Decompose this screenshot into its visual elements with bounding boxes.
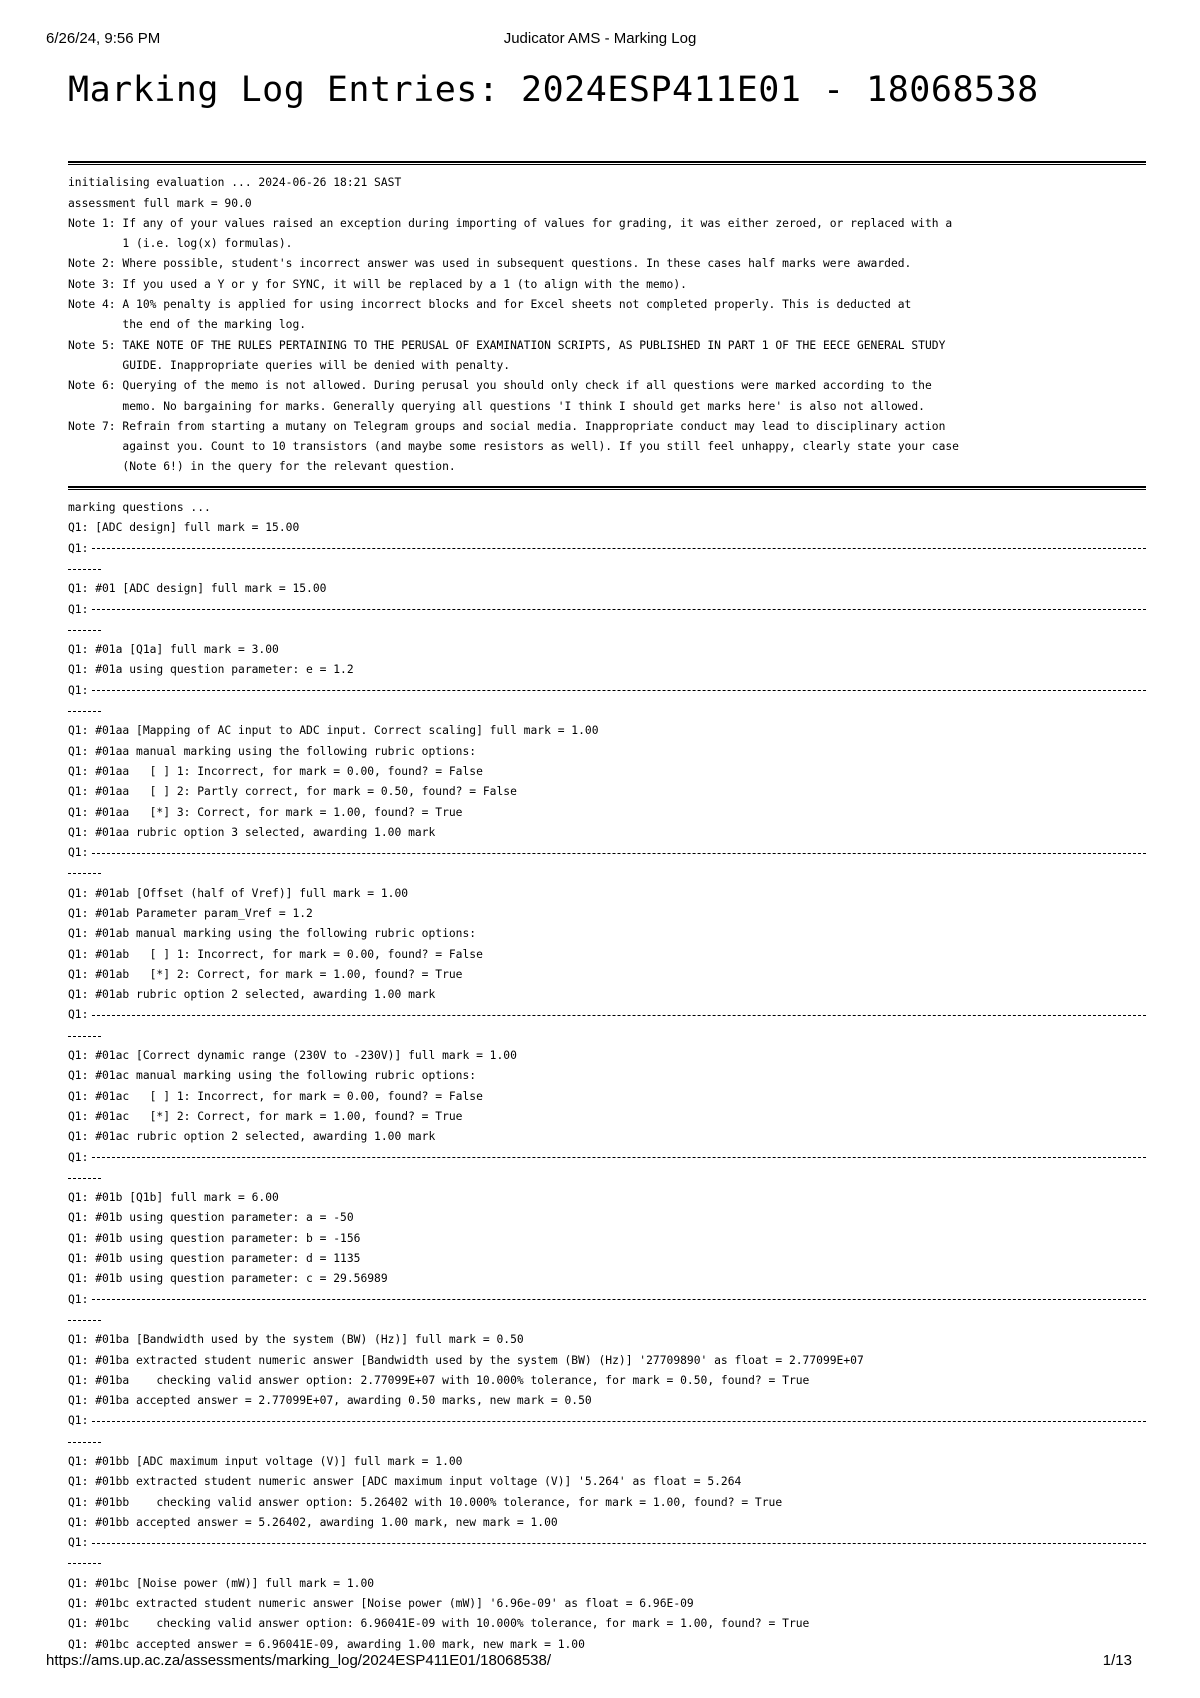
log-line: Q1: #01aa [Mapping of AC input to ADC input. Correct scaling] full mark = 1.00 xyxy=(68,724,599,738)
log-dash-wrap xyxy=(68,1553,1146,1573)
log-line: Q1: #01ac [*] 2: Correct, for mark = 1.00, found? = True xyxy=(68,1109,463,1123)
separator-rule xyxy=(68,153,1146,173)
log-line: Q1: #01ab [*] 2: Correct, for mark = 1.00, found? = True xyxy=(68,967,463,981)
log-line: Note 2: Where possible, student's incorrect answer was used in subsequent questions. In these cases half marks were awarded. xyxy=(68,257,912,271)
log-line: Note 6: Querying of the memo is not allowed. During perusal you should only check if all questions were marked according to the xyxy=(68,379,932,393)
log-dash-wrap xyxy=(68,1168,1146,1188)
log-dash-separator xyxy=(68,1533,1146,1553)
log-line: Note 4: A 10% penalty is applied for using incorrect blocks and for Excel sheets not completed properly. This is deducted at xyxy=(68,298,912,312)
log-line: Q1: [ADC design] full mark = 15.00 xyxy=(68,521,300,535)
log-line: Q1: #01ab Parameter param_Vref = 1.2 xyxy=(68,906,313,920)
log-dash-prefix: Q1: xyxy=(68,1536,89,1550)
log-dash-separator xyxy=(68,843,1146,863)
log-line: Q1: #01 [ADC design] full mark = 15.00 xyxy=(68,582,327,596)
log-line: Q1: #01aa rubric option 3 selected, awarding 1.00 mark xyxy=(68,825,436,839)
log-line: Q1: #01b using question parameter: b = -156 xyxy=(68,1231,361,1245)
log-line: against you. Count to 10 transistors (and maybe some resistors as well). If you still feel unhappy, clearly state your case xyxy=(68,440,959,454)
log-line: Q1: #01aa manual marking using the following rubric options: xyxy=(68,744,477,758)
log-line: Note 3: If you used a Y or y for SYNC, it will be replaced by a 1 (to align with the memo). xyxy=(68,277,687,291)
log-dash-prefix: Q1: xyxy=(68,1292,89,1306)
log-line: Q1: #01b using question parameter: d = 1135 xyxy=(68,1252,361,1266)
log-dash-separator xyxy=(68,1005,1146,1025)
log-line: Note 7: Refrain from starting a mutany on Telegram groups and social media. Inappropriate conduct may lead to disciplinary action xyxy=(68,419,946,433)
log-line: Q1: #01aa [ ] 2: Partly correct, for mark = 0.50, found? = False xyxy=(68,785,517,799)
log-line: Q1: #01ba [Bandwidth used by the system (BW) (Hz)] full mark = 0.50 xyxy=(68,1333,524,1347)
marking-log xyxy=(68,153,1146,1655)
page-heading: Marking Log Entries: 2024ESP411E01 - 18068538 xyxy=(68,70,1039,110)
log-dash-separator xyxy=(68,1290,1146,1310)
log-line: marking questions ... xyxy=(68,501,211,515)
log-line: Q1: #01ba accepted answer = 2.77099E+07, awarding 0.50 marks, new mark = 0.50 xyxy=(68,1394,592,1408)
log-line: Q1: #01ab [Offset (half of Vref)] full mark = 1.00 xyxy=(68,886,409,900)
log-dash-wrap xyxy=(68,1026,1146,1046)
log-line: Q1: #01ac rubric option 2 selected, awarding 1.00 mark xyxy=(68,1130,436,1144)
log-line: Q1: #01a using question parameter: e = 1.2 xyxy=(68,663,354,677)
log-line: Q1: #01aa [ ] 1: Incorrect, for mark = 0.00, found? = False xyxy=(68,764,483,778)
log-dash-prefix: Q1: xyxy=(68,1008,89,1022)
log-line: assessment full mark = 90.0 xyxy=(68,196,252,210)
log-line: memo. No bargaining for marks. Generally querying all questions 'I think I should get marks here' is also not allowed. xyxy=(68,399,925,413)
log-dash-wrap xyxy=(68,1432,1146,1452)
log-line: Q1: #01ab manual marking using the following rubric options: xyxy=(68,927,477,941)
log-dash-wrap xyxy=(68,863,1146,883)
log-line: Q1: #01b using question parameter: a = -50 xyxy=(68,1211,354,1225)
log-line: Q1: #01bb extracted student numeric answer [ADC maximum input voltage (V)] '5.264' as float = 5.264 xyxy=(68,1475,742,1489)
log-dash-prefix: Q1: xyxy=(68,602,89,616)
log-line: GUIDE. Inappropriate queries will be denied with penalty. xyxy=(68,358,511,372)
log-dash-separator xyxy=(68,1411,1146,1431)
log-dash-separator xyxy=(68,1148,1146,1168)
print-page-number: 1/13 xyxy=(1102,1652,1132,1669)
log-line: Q1: #01ab rubric option 2 selected, awarding 1.00 mark xyxy=(68,988,436,1002)
print-page-title: Judicator AMS - Marking Log xyxy=(503,30,697,47)
log-line: initialising evaluation ... 2024-06-26 18:21 SAST xyxy=(68,176,402,190)
log-dash-separator xyxy=(68,539,1146,559)
log-line: Note 1: If any of your values raised an exception during importing of values for grading, it was either zeroed, or replaced with a xyxy=(68,216,953,230)
log-dash-prefix: Q1: xyxy=(68,541,89,555)
log-line: Q1: #01b [Q1b] full mark = 6.00 xyxy=(68,1191,279,1205)
log-line: 1 (i.e. log(x) formulas). xyxy=(68,237,293,251)
log-line: Q1: #01ac [Correct dynamic range (230V to -230V)] full mark = 1.00 xyxy=(68,1049,517,1063)
separator-rule xyxy=(68,478,1146,498)
log-line: Q1: #01bc accepted answer = 6.96041E-09, awarding 1.00 mark, new mark = 1.00 xyxy=(68,1637,585,1651)
log-line: Q1: #01bb checking valid answer option: 5.26402 with 10.000% tolerance, for mark = 1.00, found? = True xyxy=(68,1495,783,1509)
log-line: Q1: #01ab [ ] 1: Incorrect, for mark = 0.00, found? = False xyxy=(68,947,483,961)
log-dash-wrap xyxy=(68,559,1146,579)
log-line: (Note 6!) in the query for the relevant question. xyxy=(68,460,456,474)
log-dash-prefix: Q1: xyxy=(68,683,89,697)
log-dash-prefix: Q1: xyxy=(68,1150,89,1164)
log-line: Q1: #01a [Q1a] full mark = 3.00 xyxy=(68,643,279,657)
log-dash-wrap xyxy=(68,620,1146,640)
log-dash-prefix: Q1: xyxy=(68,1414,89,1428)
log-line: Q1: #01ac [ ] 1: Incorrect, for mark = 0.00, found? = False xyxy=(68,1089,483,1103)
log-line: Q1: #01aa [*] 3: Correct, for mark = 1.00, found? = True xyxy=(68,805,463,819)
log-line: the end of the marking log. xyxy=(68,318,307,332)
log-line: Q1: #01bb [ADC maximum input voltage (V)] full mark = 1.00 xyxy=(68,1455,463,1468)
log-line: Q1: #01b using question parameter: c = 29.56989 xyxy=(68,1272,388,1286)
log-line: Q1: #01bc extracted student numeric answer [Noise power (mW)] '6.96e-09' as float = 6.96E-09 xyxy=(68,1597,694,1611)
log-line: Q1: #01ba extracted student numeric answer [Bandwidth used by the system (BW) (Hz)] '27709890' as float = 2.77099E+07 xyxy=(68,1353,864,1367)
print-date: 6/26/24, 9:56 PM xyxy=(46,30,161,47)
log-line: Q1: #01ba checking valid answer option: 2.77099E+07 with 10.000% tolerance, for mark = 0.50, found? = True xyxy=(68,1373,810,1387)
log-dash-separator xyxy=(68,681,1146,701)
log-line: Q1: #01bc checking valid answer option: 6.96041E-09 with 10.000% tolerance, for mark = 1.00, found? = True xyxy=(68,1617,810,1631)
log-dash-wrap xyxy=(68,1310,1146,1330)
print-url: https://ams.up.ac.za/assessments/marking_log/2024ESP411E01/18068538/ xyxy=(46,1652,552,1669)
log-dash-prefix: Q1: xyxy=(68,846,89,860)
log-line: Q1: #01bc [Noise power (mW)] full mark = 1.00 xyxy=(68,1576,375,1590)
log-line: Q1: #01bb accepted answer = 5.26402, awarding 1.00 mark, new mark = 1.00 xyxy=(68,1515,558,1529)
log-line: Note 5: TAKE NOTE OF THE RULES PERTAINING TO THE PERUSAL OF EXAMINATION SCRIPTS, AS PUBLISHED IN PART 1 OF THE EECE GENERAL STUDY xyxy=(68,338,946,352)
log-dash-separator xyxy=(68,600,1146,620)
log-line: Q1: #01ac manual marking using the following rubric options: xyxy=(68,1069,477,1083)
log-dash-wrap xyxy=(68,701,1146,721)
